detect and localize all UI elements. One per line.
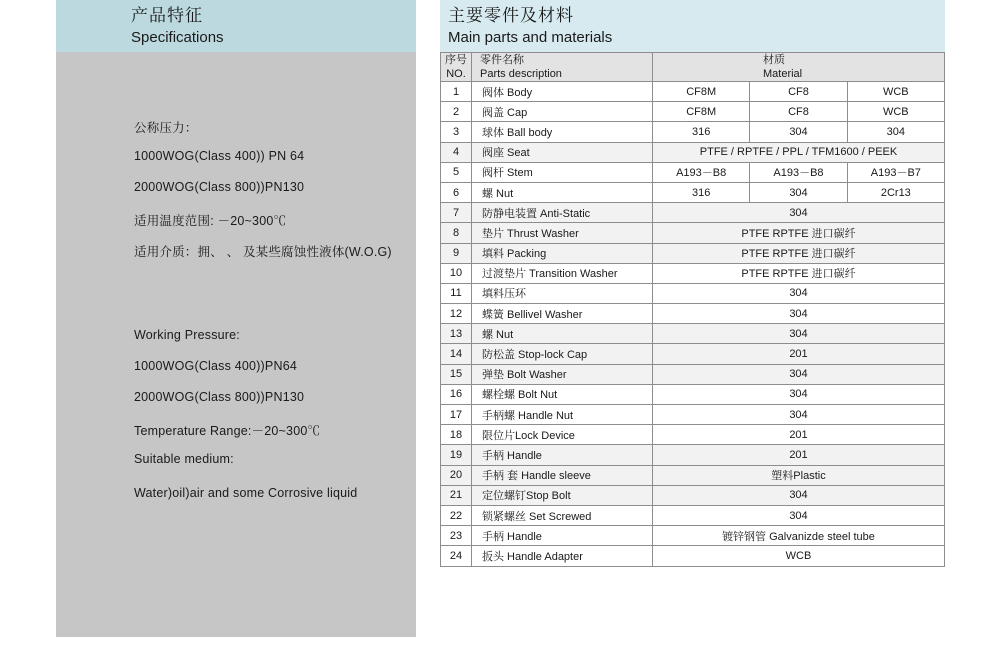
cell-description: 阀体 Body bbox=[472, 82, 653, 102]
cell-material: 304 bbox=[653, 203, 945, 223]
cell-description: 弹垫 Bolt Washer bbox=[472, 364, 653, 384]
cell-description: 螺栓螺 Bolt Nut bbox=[472, 384, 653, 404]
cell-material: 镀锌钢管 Galvanizde steel tube bbox=[653, 526, 945, 546]
table-row bbox=[441, 142, 945, 162]
spec-line: Suitable medium: bbox=[134, 452, 234, 466]
table-row bbox=[441, 243, 945, 263]
header-no-en: NO. bbox=[446, 68, 466, 80]
cell-material: CF8M bbox=[653, 102, 750, 122]
table-row bbox=[441, 405, 945, 425]
cell-no: 5 bbox=[441, 162, 472, 182]
cell-no: 4 bbox=[441, 142, 472, 162]
header-cell-description bbox=[472, 53, 653, 82]
spec-line: Working Pressure: bbox=[134, 328, 240, 342]
cell-no: 11 bbox=[441, 283, 472, 303]
spec-line: 2000WOG(Class 800))PN130 bbox=[134, 180, 305, 194]
cell-material: PTFE RPTFE 进口碳纤 bbox=[653, 223, 945, 243]
cell-material: PTFE / RPTFE / PPL / TFM1600 / PEEK bbox=[653, 142, 945, 162]
cell-material: 304 bbox=[653, 384, 945, 404]
cell-description: 限位片Lock Device bbox=[472, 425, 653, 445]
cell-description: 阀座 Seat bbox=[472, 142, 653, 162]
cell-no: 8 bbox=[441, 223, 472, 243]
table-row bbox=[441, 263, 945, 283]
cell-no: 7 bbox=[441, 203, 472, 223]
table-row bbox=[441, 203, 945, 223]
cell-description: 球体 Ball body bbox=[472, 122, 653, 142]
table-row bbox=[441, 324, 945, 344]
table-row bbox=[441, 223, 945, 243]
table-row bbox=[441, 162, 945, 182]
cell-no: 24 bbox=[441, 546, 472, 566]
cell-material: 304 bbox=[653, 485, 945, 505]
cell-no: 21 bbox=[441, 485, 472, 505]
cell-description: 填料 Packing bbox=[472, 243, 653, 263]
cell-material: CF8 bbox=[750, 82, 847, 102]
cell-material: CF8M bbox=[653, 82, 750, 102]
cell-material: 304 bbox=[653, 304, 945, 324]
cell-material: 316 bbox=[653, 182, 750, 202]
cell-material: WCB bbox=[847, 82, 944, 102]
main-parts-header bbox=[440, 0, 945, 52]
main-parts-title-cn: 主要零件及材料 bbox=[448, 6, 574, 25]
table-row bbox=[441, 102, 945, 122]
cell-material: 304 bbox=[653, 283, 945, 303]
main-parts-table bbox=[440, 52, 945, 567]
spec-line: 适用介质：拥、 、 及某些腐蚀性液体(W.O.G) bbox=[134, 245, 392, 259]
table-row bbox=[441, 505, 945, 525]
cell-material: 304 bbox=[750, 182, 847, 202]
header-desc-cn: 零件名称 bbox=[480, 54, 524, 66]
header-mat-cn: 材质 bbox=[763, 54, 785, 66]
specifications-title-cn: 产品特征 bbox=[131, 6, 203, 25]
cell-material: A193－B8 bbox=[653, 162, 750, 182]
cell-no: 23 bbox=[441, 526, 472, 546]
cell-material: 304 bbox=[653, 324, 945, 344]
table-row bbox=[441, 344, 945, 364]
cell-description: 阀杆 Stem bbox=[472, 162, 653, 182]
header-no-cn: 序号 bbox=[445, 54, 467, 66]
cell-description: 手柄螺 Handle Nut bbox=[472, 405, 653, 425]
cell-material: 2Cr13 bbox=[847, 182, 944, 202]
cell-no: 15 bbox=[441, 364, 472, 384]
cell-material: 304 bbox=[653, 505, 945, 525]
cell-material: A193－B8 bbox=[750, 162, 847, 182]
cell-material: WCB bbox=[847, 102, 944, 122]
specifications-body bbox=[56, 52, 416, 637]
cell-description: 蝶簧 Bellivel Washer bbox=[472, 304, 653, 324]
cell-no: 6 bbox=[441, 182, 472, 202]
cell-no: 9 bbox=[441, 243, 472, 263]
table-row bbox=[441, 465, 945, 485]
spec-line: 2000WOG(Class 800))PN130 bbox=[134, 390, 305, 404]
cell-description: 防松盖 Stop-lock Cap bbox=[472, 344, 653, 364]
cell-no: 3 bbox=[441, 122, 472, 142]
spec-line: 公称压力： bbox=[134, 121, 198, 135]
cell-material: 201 bbox=[653, 425, 945, 445]
cell-material: 201 bbox=[653, 445, 945, 465]
table-row bbox=[441, 425, 945, 445]
spec-line: 1000WOG(Class 400))PN64 bbox=[134, 359, 297, 373]
cell-material: 塑料Plastic bbox=[653, 465, 945, 485]
table-row bbox=[441, 182, 945, 202]
cell-no: 10 bbox=[441, 263, 472, 283]
cell-material: CF8 bbox=[750, 102, 847, 122]
cell-description: 定位螺钉Stop Bolt bbox=[472, 485, 653, 505]
cell-material: 304 bbox=[653, 364, 945, 384]
cell-no: 14 bbox=[441, 344, 472, 364]
table-row bbox=[441, 485, 945, 505]
cell-material: PTFE RPTFE 进口碳纤 bbox=[653, 263, 945, 283]
cell-material: 304 bbox=[653, 405, 945, 425]
cell-description: 阀盖 Cap bbox=[472, 102, 653, 122]
specifications-title-en: Specifications bbox=[131, 29, 224, 46]
cell-description: 螺 Nut bbox=[472, 182, 653, 202]
table-row bbox=[441, 546, 945, 566]
spec-line: Temperature Range:－20~300℃ bbox=[134, 424, 321, 438]
cell-no: 13 bbox=[441, 324, 472, 344]
header-mat-en: Material bbox=[763, 68, 803, 80]
specifications-panel bbox=[56, 0, 416, 645]
table-row bbox=[441, 82, 945, 102]
cell-description: 过渡垫片 Transition Washer bbox=[472, 263, 653, 283]
cell-description: 防静电装置 Anti-Static bbox=[472, 203, 653, 223]
cell-description: 螺 Nut bbox=[472, 324, 653, 344]
cell-no: 16 bbox=[441, 384, 472, 404]
cell-no: 1 bbox=[441, 82, 472, 102]
spec-line: 1000WOG(Class 400)) PN 64 bbox=[134, 149, 305, 163]
cell-description: 手柄 套 Handle sleeve bbox=[472, 465, 653, 485]
cell-description: 锁紧螺丝 Set Screwed bbox=[472, 505, 653, 525]
cell-material: 304 bbox=[750, 122, 847, 142]
table-row bbox=[441, 445, 945, 465]
cell-description: 扳头 Handle Adapter bbox=[472, 546, 653, 566]
cell-no: 19 bbox=[441, 445, 472, 465]
table-row bbox=[441, 283, 945, 303]
cell-description: 手柄 Handle bbox=[472, 445, 653, 465]
specifications-header bbox=[56, 0, 416, 52]
cell-material: 304 bbox=[847, 122, 944, 142]
cell-no: 2 bbox=[441, 102, 472, 122]
table-row bbox=[441, 364, 945, 384]
cell-description: 垫片 Thrust Washer bbox=[472, 223, 653, 243]
header-cell-no bbox=[441, 53, 472, 82]
cell-no: 12 bbox=[441, 304, 472, 324]
table-row bbox=[441, 384, 945, 404]
cell-no: 18 bbox=[441, 425, 472, 445]
cell-material: 201 bbox=[653, 344, 945, 364]
header-desc-en: Parts description bbox=[480, 68, 562, 80]
cell-no: 22 bbox=[441, 505, 472, 525]
table-header-row bbox=[441, 53, 945, 82]
main-parts-title-en: Main parts and materials bbox=[448, 29, 613, 46]
cell-material: WCB bbox=[653, 546, 945, 566]
table-row bbox=[441, 526, 945, 546]
table-row bbox=[441, 122, 945, 142]
cell-description: 填料压环 bbox=[472, 283, 653, 303]
spec-line: Water)oil)air and some Corrosive liquid bbox=[134, 486, 358, 500]
cell-description: 手柄 Handle bbox=[472, 526, 653, 546]
cell-no: 20 bbox=[441, 465, 472, 485]
table-row bbox=[441, 304, 945, 324]
header-cell-material bbox=[653, 53, 945, 82]
spec-line: 适用温度范围: －20~300℃ bbox=[134, 214, 287, 228]
cell-no: 17 bbox=[441, 405, 472, 425]
cell-material: A193－B7 bbox=[847, 162, 944, 182]
main-parts-panel bbox=[440, 0, 945, 567]
cell-material: 316 bbox=[653, 122, 750, 142]
cell-material: PTFE RPTFE 进口碳纤 bbox=[653, 243, 945, 263]
